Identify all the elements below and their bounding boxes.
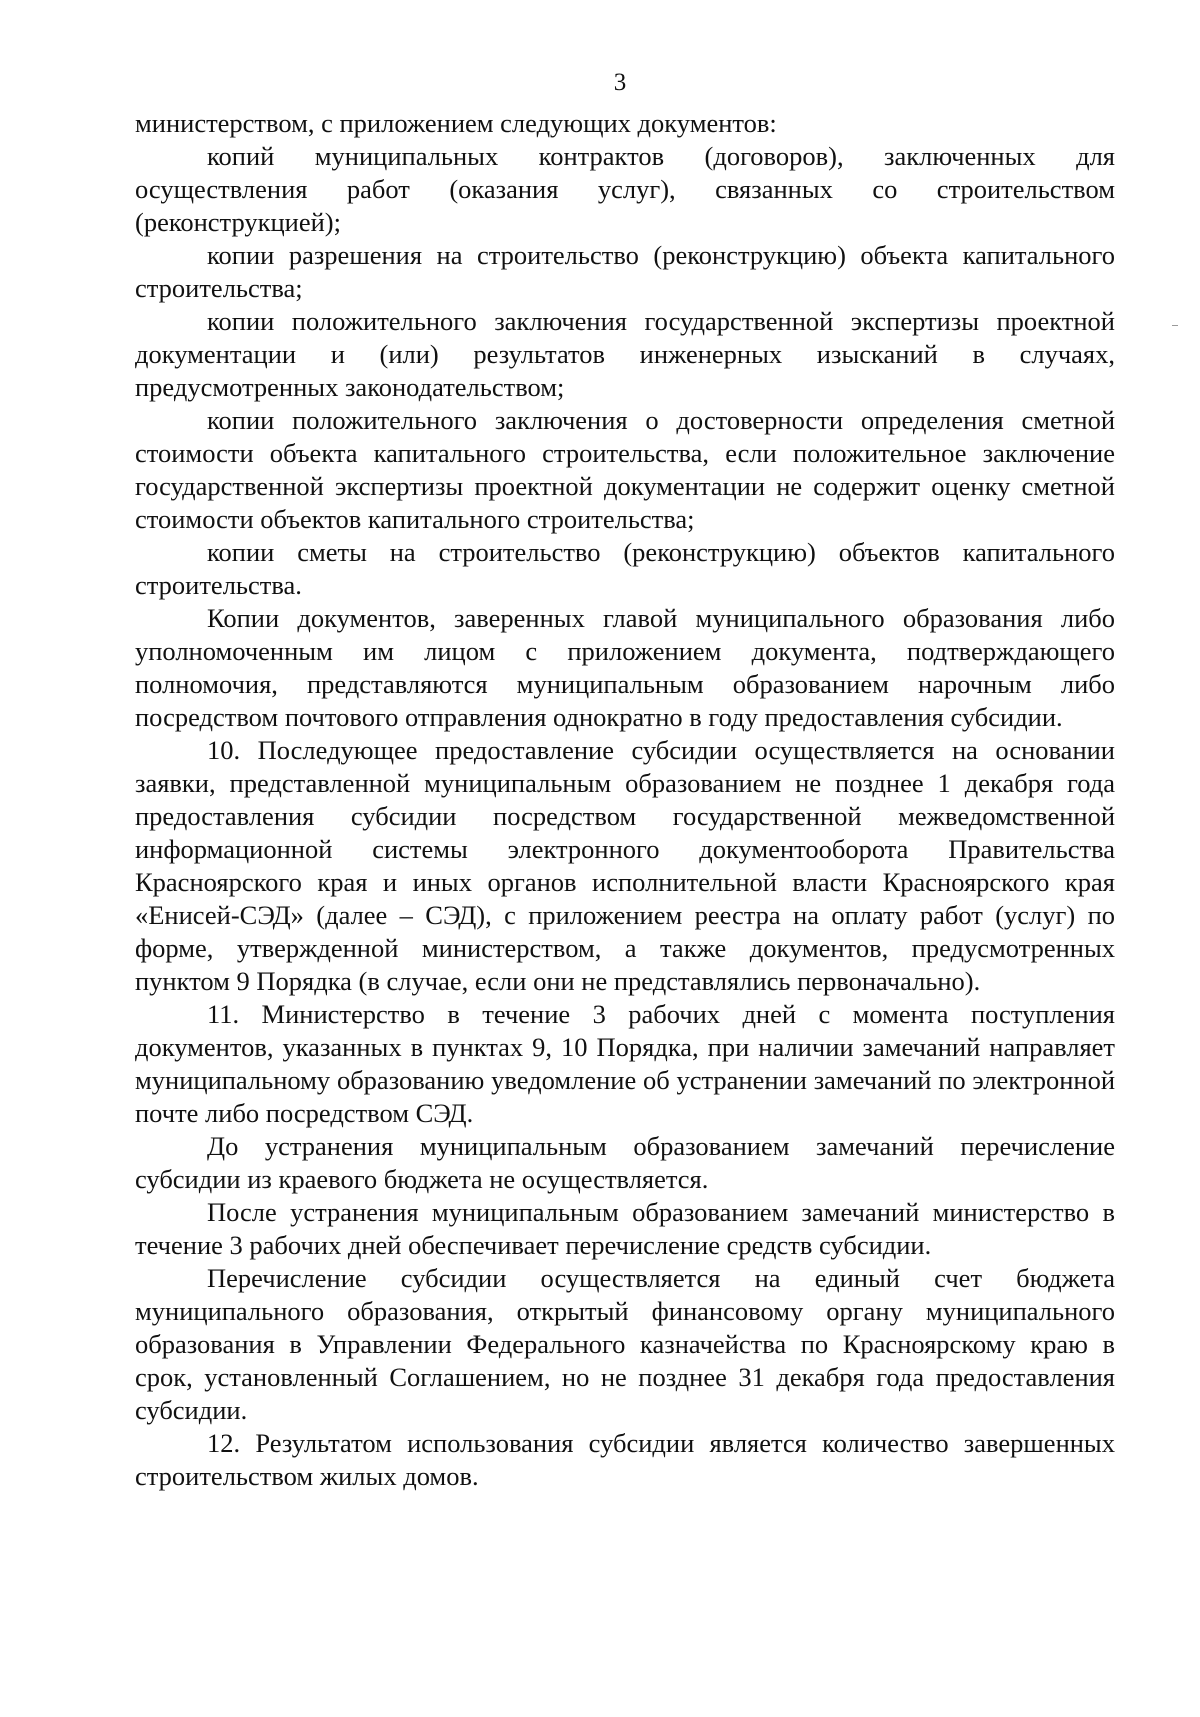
paragraph: копии разрешения на строительство (реконструкцию) объекта капитального строительства; [135,240,1115,303]
paragraph: 12. Результатом использования субсидии является количество завершенных строительством жилых домов. [135,1428,1115,1491]
paragraph: После устранения муниципальным образованием замечаний министерство в течение 3 рабочих дней обеспечивает перечисление средств субсидии. [135,1197,1115,1260]
paragraph: 10. Последующее предоставление субсидии осуществляется на основании заявки, представленной муниципальным образованием не позднее 1 декабря года предоставления субсидии посредством государственной межведомственной информационной системы электронного документооборота Правительства Красноярского края и иных органов исполнительной власти Красноярского края «Енисей-СЭД» (далее – СЭД), с приложением реестра на оплату работ (услуг) по форме, утвержденной министерством, а также документов, предусмотренных пунктом 9 Порядка (в случае, если они не представлялись первоначально). [135,735,1115,996]
paragraph: До устранения муниципальным образованием замечаний перечисление субсидии из краевого бюджета не осуществляется. [135,1131,1115,1194]
paragraph: копий муниципальных контрактов (договоров), заключенных для осуществления работ (оказания услуг), связанных со строительством (реконструкцией); [135,141,1115,237]
paragraph: Перечисление субсидии осуществляется на единый счет бюджета муниципального образования, открытый финансовому органу муниципального образования в Управлении Федерального казначейства по Красноярскому краю в срок, установленный Соглашением, но не позднее 31 декабря года предоставления субсидии. [135,1263,1115,1425]
page-number: 3 [613,69,627,96]
paragraph: 11. Министерство в течение 3 рабочих дней с момента поступления документов, указанных в пунктах 9, 10 Порядка, при наличии замечаний направляет муниципальному образованию уведомление об устранении замечаний по электронной почте либо посредством СЭД. [135,999,1115,1128]
paragraph: Копии документов, заверенных главой муниципального образования либо уполномоченным им лицом с приложением документа, подтверждающего полномочия, представляются муниципальным образованием нарочным либо посредством почтового отправления однократно в году предоставления субсидии. [135,603,1115,732]
scan-artifact-mark [1172,325,1178,326]
document-body [135,107,1115,1493]
paragraph: копии сметы на строительство (реконструкцию) объектов капитального строительства. [135,537,1115,600]
paragraph: копии положительного заключения государственной экспертизы проектной документации и (или) результатов инженерных изысканий в случаях, предусмотренных законодательством; [135,306,1115,402]
paragraph: копии положительного заключения о достоверности определения сметной стоимости объекта капитального строительства, если положительное заключение государственной экспертизы проектной документации не содержит оценку сметной стоимости объектов капитального строительства; [135,405,1115,534]
paragraph: министерством, с приложением следующих документов: [135,108,777,138]
